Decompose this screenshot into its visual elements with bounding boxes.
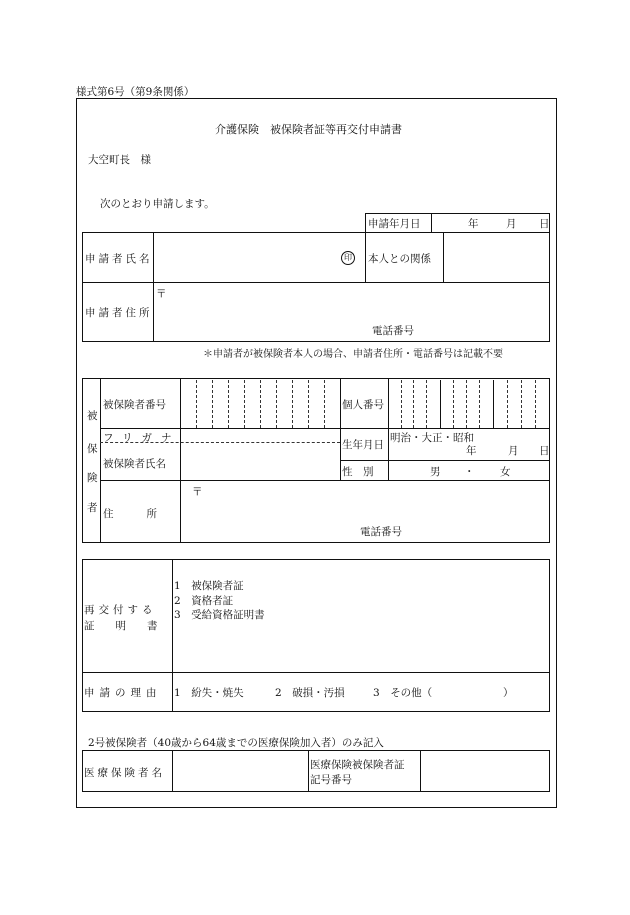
reason-option-2[interactable]: 2 破損・汚損 bbox=[275, 687, 345, 699]
gender-female[interactable]: 女 bbox=[500, 466, 511, 478]
reissue-item-2[interactable]: 2 資格者証 bbox=[174, 595, 234, 607]
reissue-label: 再交付する bbox=[84, 604, 157, 616]
birth-date-label: 生年月日 bbox=[342, 439, 384, 451]
era-options[interactable]: 明治・大正・昭和 bbox=[390, 432, 474, 444]
gender-male[interactable]: 男 bbox=[430, 466, 441, 478]
intro-text: 次のとおり申請します。 bbox=[100, 198, 215, 210]
applicant-address-input[interactable] bbox=[155, 284, 548, 340]
reissue-item-1[interactable]: 1 被保険者証 bbox=[174, 580, 244, 592]
insurer-name-label: 医療保険者名 bbox=[84, 767, 165, 779]
form-number: 様式第6号（第9条関係） bbox=[76, 86, 195, 98]
applicant-name-label: 申請者氏名 bbox=[85, 253, 153, 265]
reason-option-1[interactable]: 1 紛失・焼失 bbox=[174, 687, 244, 699]
gender-label: 性 別 bbox=[342, 466, 374, 478]
reason-option-3[interactable]: 3 その他（ bbox=[373, 687, 433, 699]
relation-label: 本人との関係 bbox=[368, 253, 431, 265]
addressee: 大空町長 様 bbox=[88, 154, 151, 166]
postal-mark: 〒 bbox=[156, 288, 167, 300]
personal-number-label: 個人番号 bbox=[342, 399, 384, 411]
application-date-label: 申請年月日 bbox=[368, 218, 421, 230]
relation-input[interactable] bbox=[445, 234, 548, 280]
insured-phone-label: 電話番号 bbox=[360, 526, 402, 538]
furigana-label: フリガナ bbox=[103, 432, 181, 444]
insured-name-input[interactable] bbox=[181, 444, 339, 479]
insured-address-label: 住 所 bbox=[103, 508, 161, 520]
form-title: 介護保険 被保険者証等再交付申請書 bbox=[215, 123, 402, 136]
insured-number-label: 被保険者番号 bbox=[103, 399, 166, 411]
reason-label: 申請の理由 bbox=[84, 687, 162, 699]
category2-note: 2号被保険者（40歳から64歳までの医療保険加入者）のみ記入 bbox=[88, 737, 384, 749]
applicant-name-input[interactable] bbox=[155, 234, 363, 280]
applicant-address-label: 申請者住所 bbox=[85, 307, 153, 319]
applicant-note: ＊申請者が被保険者本人の場合、申請者住所・電話番号は記載不要 bbox=[203, 349, 503, 360]
insurer-name-input[interactable] bbox=[174, 752, 306, 790]
furigana-input[interactable] bbox=[181, 430, 339, 441]
applicant-phone-label: 電話番号 bbox=[372, 325, 414, 337]
reissue-item-3[interactable]: 3 受給資格証明書 bbox=[174, 609, 265, 621]
symbol-number-input[interactable] bbox=[422, 752, 548, 790]
symbol-number-label: 医療保険被保険者証 bbox=[310, 759, 405, 771]
insured-name-label: 被保険者氏名 bbox=[103, 458, 166, 470]
seal-mark: 印 bbox=[341, 251, 355, 265]
